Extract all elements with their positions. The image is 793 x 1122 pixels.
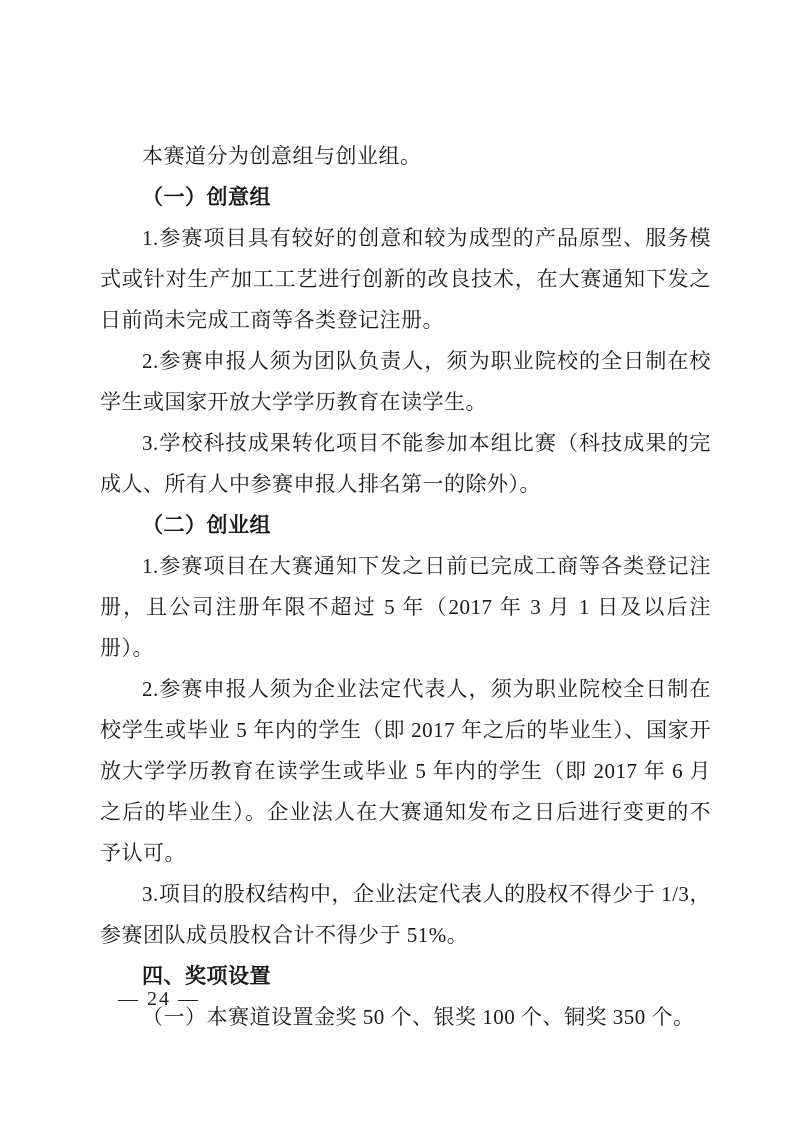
page-number: — 24 —: [118, 988, 200, 1010]
paragraph: （一）本赛道设置金奖 50 个、银奖 100 个、铜奖 350 个。: [142, 1005, 695, 1029]
paragraph: 2.参赛申报人须为企业法定代表人，须为职业院校全日制在校学生或毕业 5 年内的学生（即 2017 年之后的毕业生）、国家开放大学学历教育在读学生或毕业 5 年内的学生（即 2017 年 6 月之后的毕业生）。企业法人在大赛通知发布之日后进行变更的不予认可。: [100, 677, 711, 865]
group-heading: （一）创意组: [142, 185, 271, 209]
paragraph: 1.参赛项目在大赛通知下发之日前已完成工商等各类登记注册，且公司注册年限不超过 5 年（2017 年 3 月 1 日及以后注册）。: [100, 554, 711, 660]
paragraph: 2.参赛申报人须为团队负责人，须为职业院校的全日制在校学生或国家开放大学学历教育在读学生。: [100, 349, 711, 414]
group-heading: （二）创业组: [142, 513, 271, 537]
section-heading: 四、奖项设置: [142, 965, 271, 988]
paragraph: 本赛道分为创意组与创业组。: [142, 144, 422, 168]
paragraph: 3.项目的股权结构中，企业法定代表人的股权不得少于 1/3，参赛团队成员股权合计不得少于 51%。: [100, 882, 711, 947]
paragraph: 3.学校科技成果转化项目不能参加本组比赛（科技成果的完成人、所有人中参赛申报人排名第一的除外）。: [100, 431, 711, 496]
document-body: [100, 136, 711, 1038]
paragraph: 1.参赛项目具有较好的创意和较为成型的产品原型、服务模式或针对生产加工工艺进行创新的改良技术，在大赛通知下发之日前尚未完成工商等各类登记注册。: [100, 226, 711, 332]
